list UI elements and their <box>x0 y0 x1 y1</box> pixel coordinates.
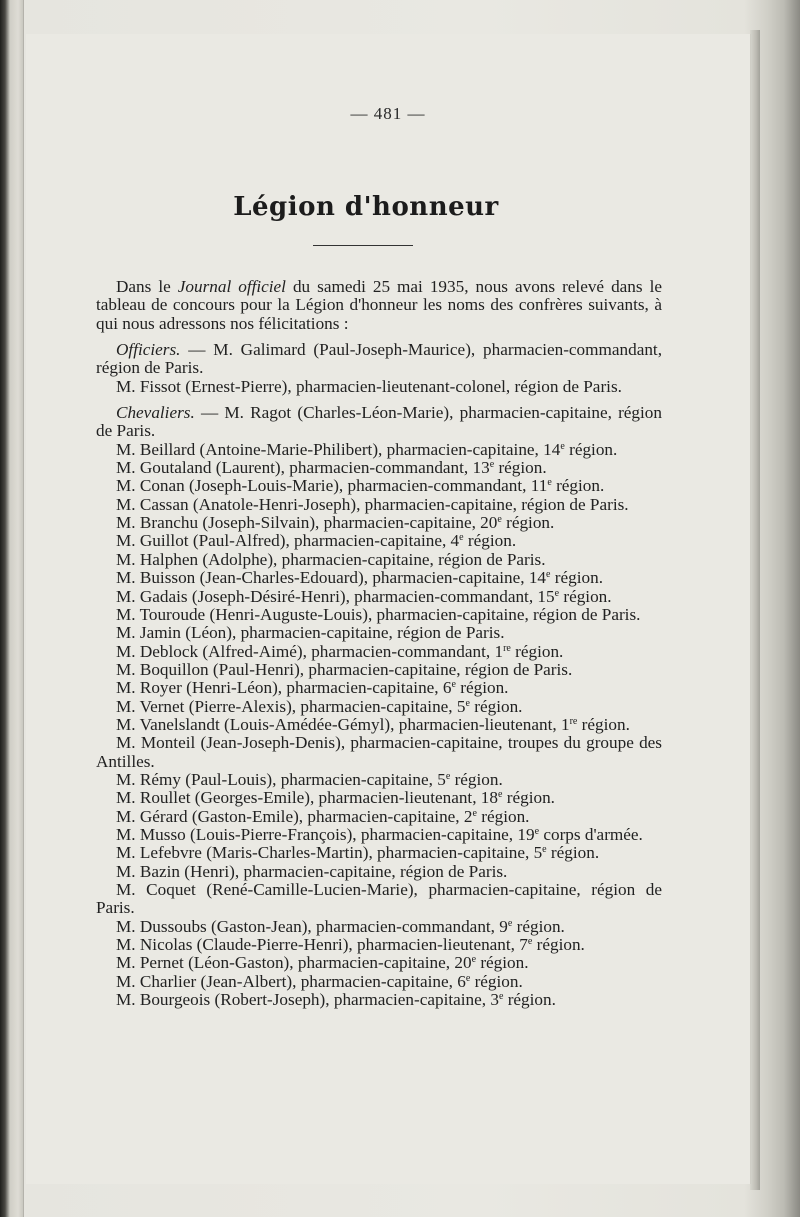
journal-title: Journal officiel <box>177 277 286 296</box>
entry-tail: région. <box>510 641 564 661</box>
entry-text: M. Vanelslandt (Louis-Amédée-Gémyl), pharmacien-lieutenant, 1 <box>116 714 570 734</box>
entry-text: M. Guillot (Paul-Alfred), pharmacien-capitaine, 4 <box>116 531 460 551</box>
chevaliers-entry <box>96 863 662 881</box>
chevaliers-entry <box>96 477 662 495</box>
intro-paragraph <box>96 278 662 333</box>
entry-tail: région. <box>546 843 600 863</box>
entry-text: M. Goutaland (Laurent), pharmacien-commandant, 13 <box>116 458 490 478</box>
ordinal-superscript: e <box>527 936 533 948</box>
entry-text: M. Touroude (Henri-Auguste-Louis), pharmacien-capitaine, région de Paris. <box>116 604 641 624</box>
chevaliers-entry <box>96 734 662 771</box>
chevaliers-entry <box>96 698 662 716</box>
entry-tail: région. <box>450 769 503 789</box>
ordinal-superscript: e <box>472 807 477 819</box>
entry-text: M. Buisson (Jean-Charles-Edouard), pharmacien-capitaine, 14 <box>116 568 547 588</box>
ordinal-superscript: e <box>497 514 502 526</box>
intro-part1: Dans le <box>116 277 178 296</box>
entry-tail: région. <box>512 916 565 936</box>
ordinal-superscript: e <box>489 459 495 471</box>
entry-text: M. Branchu (Joseph-Silvain), pharmacien-capitaine, 20 <box>116 513 498 533</box>
entry-tail: région. <box>469 696 523 716</box>
ordinal-superscript: e <box>560 440 565 452</box>
chevaliers-entry <box>96 441 662 459</box>
entry-text: M. Deblock (Alfred-Aimé), pharmacien-commandant, 1 <box>116 641 504 661</box>
ordinal-superscript: e <box>465 697 470 709</box>
ordinal-superscript: e <box>546 569 551 581</box>
entry-tail: région. <box>502 788 555 808</box>
chevaliers-entry <box>96 936 662 954</box>
chevaliers-entry <box>96 606 662 624</box>
ordinal-superscript: e <box>498 789 503 801</box>
ordinal-superscript: e <box>547 477 552 489</box>
entry-tail: région. <box>577 714 630 734</box>
ordinal-superscript: e <box>451 679 456 691</box>
entry-tail: région. <box>470 971 523 991</box>
officiers-entry-text: M. Fissot (Ernest-Pierre), pharmacien-lieutenant-colonel, région de Paris. <box>116 376 622 396</box>
ordinal-superscript: e <box>542 844 547 856</box>
ordinal-superscript: re <box>569 715 578 727</box>
title-divider <box>313 245 413 246</box>
entry-text: M. Roullet (Georges-Emile), pharmacien-lieutenant, 18 <box>116 788 498 808</box>
entry-tail: région. <box>476 953 529 973</box>
chevaliers-entry <box>96 551 662 569</box>
chevaliers-entry <box>96 826 662 844</box>
entry-text: M. Bourgeois (Robert-Joseph), pharmacien-capitaine, 3 <box>116 990 499 1010</box>
chevaliers-entry <box>96 514 662 532</box>
entry-tail: région. <box>501 513 555 533</box>
entry-text: M. Conan (Joseph-Louis-Marie), pharmacien-commandant, 11 <box>116 476 548 496</box>
entry-tail: région. <box>532 935 585 955</box>
chevaliers-entry <box>96 588 662 606</box>
entry-text: M. Musso (Louis-Pierre-François), pharmacien-capitaine, 19 <box>116 824 535 844</box>
entry-tail: région. <box>551 476 605 496</box>
chevaliers-entry <box>96 881 662 918</box>
intro-part2: du samedi 25 mai 1935, nous avons relevé dans le tableau de concours pour la Légion d'honneur les noms des confrères suivants, à qui nous adressons nos félicitations : <box>96 277 662 333</box>
body-text <box>96 278 662 1009</box>
entry-text: M. Beillard (Antoine-Marie-Philibert), pharmacien-capitaine, 14 <box>116 439 561 459</box>
ordinal-superscript: e <box>471 954 477 966</box>
officiers-entry <box>96 341 662 378</box>
chevaliers-entry <box>96 459 662 477</box>
chevaliers-entry <box>96 679 662 697</box>
ordinal-superscript: re <box>503 642 511 654</box>
entry-tail: région. <box>476 806 530 826</box>
chevaliers-entry <box>96 771 662 789</box>
entry-tail: région. <box>564 439 618 459</box>
chevaliers-entry <box>96 643 662 661</box>
chevaliers-entry <box>96 716 662 734</box>
chevaliers-entry <box>96 808 662 826</box>
entry-text: M. Vernet (Pierre-Alexis), pharmacien-capitaine, 5 <box>116 696 466 716</box>
ordinal-superscript: e <box>534 825 540 837</box>
page-title: Légion d'honneur <box>233 192 499 222</box>
entry-text: M. Halphen (Adolphe), pharmacien-capitaine, région de Paris. <box>116 549 546 569</box>
chevaliers-entry <box>96 789 662 807</box>
entry-text: M. Rémy (Paul-Louis), pharmacien-capitaine, 5 <box>116 769 446 789</box>
chevaliers-entry <box>96 918 662 936</box>
chevaliers-entry <box>96 532 662 550</box>
chevaliers-label: Chevaliers. <box>116 403 195 423</box>
chevaliers-entry-text: — M. Ragot (Charles-Léon-Marie), pharmacien-capitaine, région de Paris. <box>96 403 662 441</box>
document-page <box>26 34 750 1184</box>
entry-tail: région. <box>559 586 612 606</box>
officiers-label: Officiers. <box>116 340 181 360</box>
entry-text: M. Monteil (Jean-Joseph-Denis), pharmacien-capitaine, troupes du groupe des Antilles. <box>96 733 662 771</box>
chevaliers-first-entry <box>96 404 662 441</box>
entry-text: M. Gérard (Gaston-Emile), pharmacien-capitaine, 2 <box>116 806 473 826</box>
entry-text: M. Bazin (Henri), pharmacien-capitaine, région de Paris. <box>116 861 508 881</box>
chevaliers-entry <box>96 844 662 862</box>
officiers-entry <box>96 378 662 396</box>
ordinal-superscript: e <box>459 532 464 544</box>
entry-text: M. Jamin (Léon), pharmacien-capitaine, région de Paris. <box>116 623 505 643</box>
ordinal-superscript: e <box>445 770 451 782</box>
entry-text: M. Lefebvre (Maris-Charles-Martin), pharmacien-capitaine, 5 <box>116 843 543 863</box>
ordinal-superscript: e <box>554 587 560 599</box>
chevaliers-list <box>96 441 662 1010</box>
entry-text: M. Charlier (Jean-Albert), pharmacien-capitaine, 6 <box>116 971 466 991</box>
entry-tail: région. <box>463 531 517 551</box>
officiers-entry-text: — M. Galimard (Paul-Joseph-Maurice), pharmacien-commandant, région de Paris. <box>96 340 662 378</box>
entry-text: M. Gadais (Joseph-Désiré-Henri), pharmacien-commandant, 15 <box>116 586 555 606</box>
entry-text: M. Coquet (René-Camille-Lucien-Marie), pharmacien-capitaine, région de Paris. <box>96 880 662 918</box>
chevaliers-entry <box>96 991 662 1009</box>
chevaliers-entry <box>96 973 662 991</box>
ordinal-superscript: e <box>498 991 504 1003</box>
entry-text: M. Boquillon (Paul-Henri), pharmacien-capitaine, région de Paris. <box>116 659 573 679</box>
entry-tail: corps d'armée. <box>539 824 643 844</box>
ordinal-superscript: e <box>507 917 513 929</box>
entry-tail: région. <box>550 568 603 588</box>
entry-text: M. Pernet (Léon-Gaston), pharmacien-capitaine, 20 <box>116 953 472 973</box>
entry-text: M. Nicolas (Claude-Pierre-Henri), pharmacien-lieutenant, 7 <box>116 935 528 955</box>
ordinal-superscript: e <box>465 972 471 984</box>
entry-text: M. Cassan (Anatole-Henri-Joseph), pharmacien-capitaine, région de Paris. <box>116 494 629 514</box>
entry-tail: région. <box>455 678 509 698</box>
entry-tail: région. <box>494 458 547 478</box>
entry-text: M. Royer (Henri-Léon), pharmacien-capitaine, 6 <box>116 678 452 698</box>
chevaliers-entry <box>96 496 662 514</box>
page-number: — 481 — <box>350 104 426 123</box>
chevaliers-entry <box>96 954 662 972</box>
page-edge-shadow <box>750 30 760 1190</box>
entry-tail: région. <box>503 990 556 1010</box>
chevaliers-entry <box>96 569 662 587</box>
chevaliers-entry <box>96 624 662 642</box>
chevaliers-entry <box>96 661 662 679</box>
entry-text: M. Dussoubs (Gaston-Jean), pharmacien-commandant, 9 <box>116 916 508 936</box>
previous-page-edge <box>0 0 24 1217</box>
